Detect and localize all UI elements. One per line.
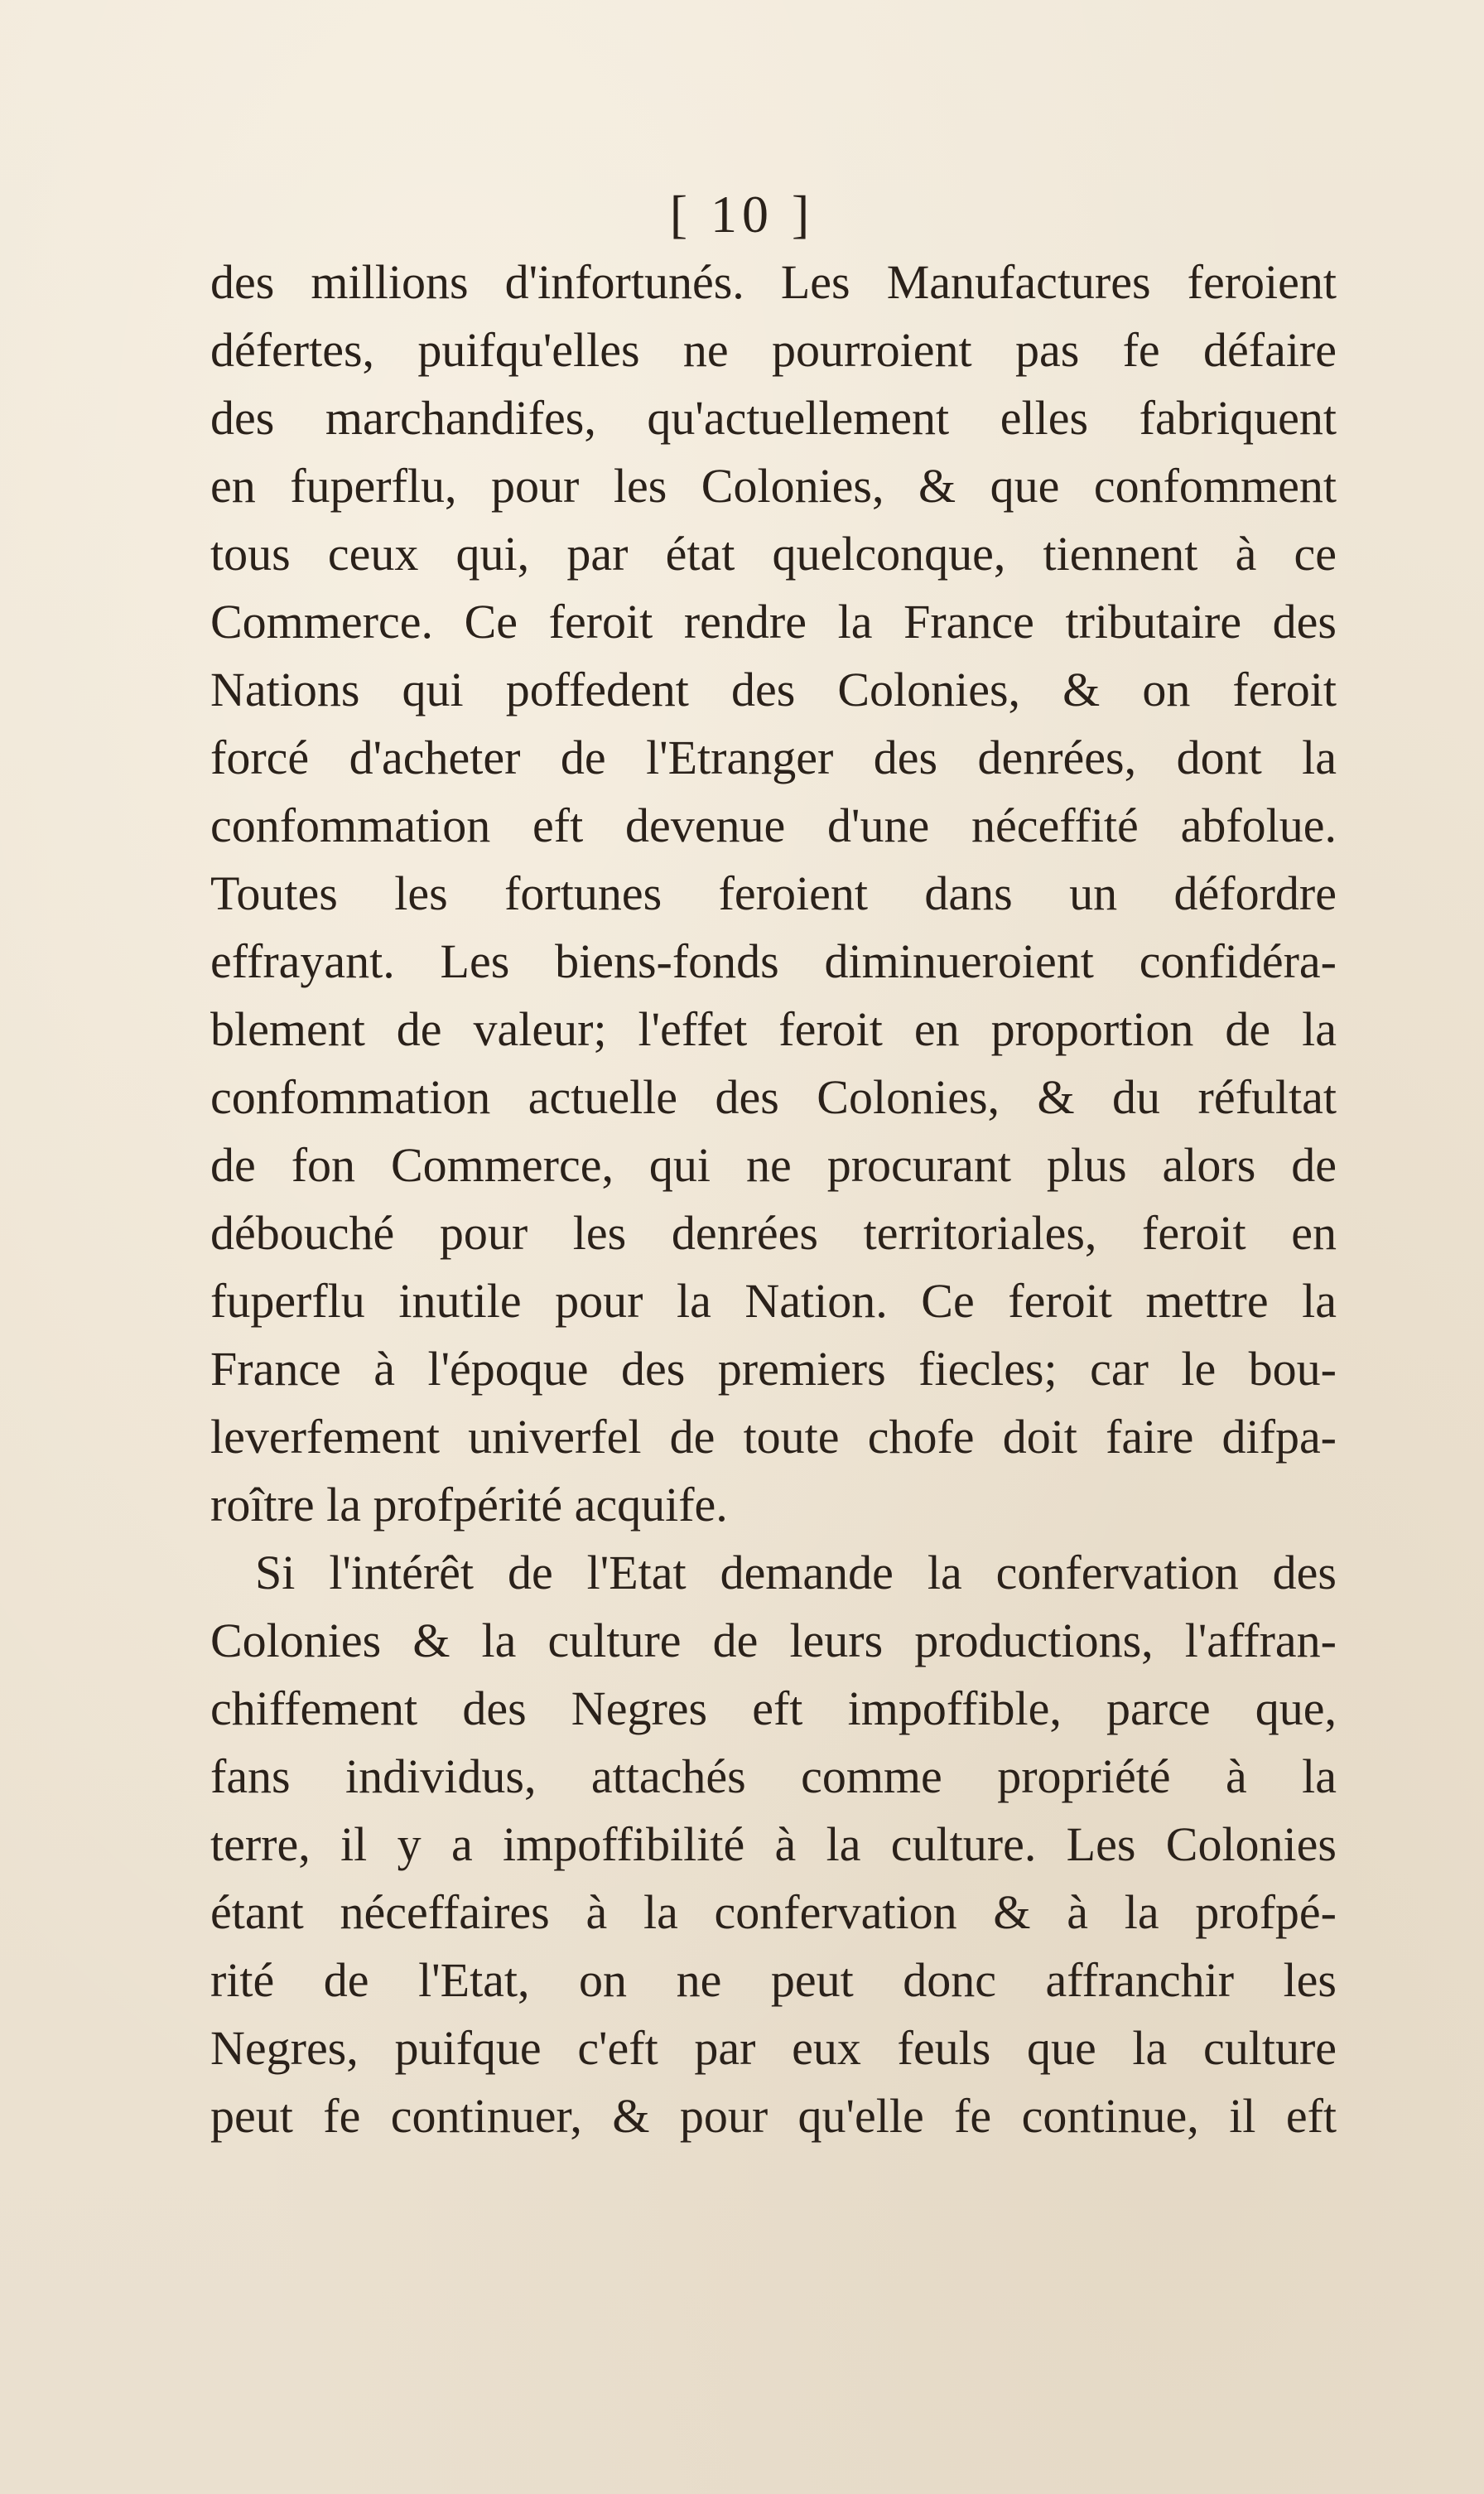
text-line: défertes, puifqu'elles ne pourroient pas fe défaire <box>210 323 1337 377</box>
text-line: Nations qui poffedent des Colonies, & on feroit <box>210 663 1337 716</box>
text-line: peut fe continuer, & pour qu'elle fe continue, il eft <box>210 2089 1337 2143</box>
page-number: [ 10 ] <box>669 185 815 244</box>
text-line: forcé d'acheter de l'Etranger des denrées, dont la <box>210 731 1337 784</box>
text-line: des marchandifes, qu'actuellement elles fabriquent <box>210 391 1337 445</box>
text-line: Commerce. Ce feroit rendre la France tributaire des <box>210 595 1337 649</box>
text-line: effrayant. Les biens-fonds diminueroient confidéra- <box>210 934 1337 988</box>
text-line: confommation actuelle des Colonies, & du réfultat <box>210 1070 1337 1124</box>
text-line: France à l'époque des premiers fiecles; car le bou- <box>210 1342 1337 1396</box>
text-line: des millions d'infortunés. Les Manufactures feroient <box>210 255 1337 309</box>
text-line: fuperflu inutile pour la Nation. Ce feroit mettre la <box>210 1274 1337 1328</box>
text-line: Colonies & la culture de leurs productions, l'affran- <box>210 1614 1337 1667</box>
text-line: confommation eft devenue d'une néceffité abfolue. <box>210 798 1337 852</box>
paragraph-end-line: roître la profpérité acquife. <box>210 1478 728 1532</box>
text-line: étant néceffaires à la confervation & à la profpé- <box>210 1885 1337 1939</box>
text-line: Toutes les fortunes feroient dans un défordre <box>210 866 1337 920</box>
text-line: terre, il y a impoffibilité à la culture. Les Colonies <box>210 1817 1337 1871</box>
text-line: leverfement univerfel de toute chofe doit faire difpa- <box>210 1410 1337 1464</box>
text-line: chiffement des Negres eft impoffible, parce que, <box>210 1681 1337 1735</box>
text-line: tous ceux qui, par état quelconque, tiennent à ce <box>210 527 1337 581</box>
text-line: de fon Commerce, qui ne procurant plus alors de <box>210 1138 1337 1192</box>
text-line: rité de l'Etat, on ne peut donc affranchir les <box>210 1953 1337 2007</box>
paragraph-start-line: Si l'intérêt de l'Etat demande la confervation des <box>255 1546 1337 1599</box>
text-line: fans individus, attachés comme propriété à la <box>210 1749 1337 1803</box>
text-line: en fuperflu, pour les Colonies, & que confomment <box>210 459 1337 513</box>
text-body <box>210 248 1337 2150</box>
text-line: Negres, puifque c'eft par eux feuls que la culture <box>210 2021 1337 2075</box>
text-line: débouché pour les denrées territoriales, feroit en <box>210 1206 1337 1260</box>
text-line: blement de valeur; l'effet feroit en proportion de la <box>210 1002 1337 1056</box>
